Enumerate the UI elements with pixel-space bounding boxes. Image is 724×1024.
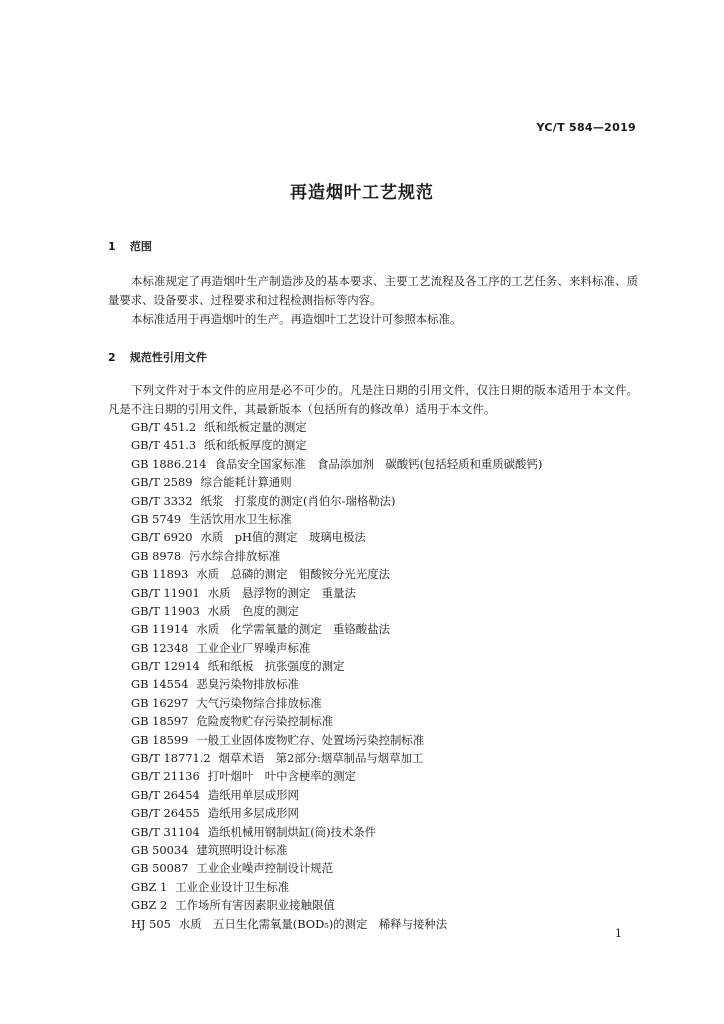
section-1-paragraph-2: 本标准适用于再造烟叶的生产。再造烟叶工艺设计可参照本标准。: [131, 312, 462, 326]
reference-item: [131, 694, 641, 712]
reference-item: [131, 767, 641, 785]
reference-item: [131, 915, 641, 933]
section-1-number: 1: [108, 240, 116, 253]
reference-code: GB/T 12914: [131, 659, 200, 674]
reference-code: GB 18599: [131, 732, 189, 747]
section-1-body: [108, 272, 638, 329]
reference-item: [131, 896, 641, 914]
reference-code: GB 50034: [131, 842, 189, 857]
reference-title: 水质 色度的测定: [207, 603, 299, 618]
reference-title: 水质 五日生化需氧量(BOD₅)的测定 稀释与接种法: [178, 916, 448, 931]
reference-code: GB/T 31104: [131, 824, 200, 839]
reference-title: 大气污染物综合排放标准: [196, 695, 322, 710]
reference-code: GB 5749: [131, 511, 182, 526]
reference-code: GB 11914: [131, 622, 189, 637]
reference-title: 食品安全国家标准 食品添加剂 碳酸钙(包括轻质和重质碳酸钙): [214, 456, 543, 471]
reference-title: 工作场所有害因素职业接触限值: [175, 898, 335, 913]
reference-item: [131, 436, 641, 454]
reference-item: [131, 841, 641, 859]
reference-code: GB/T 26455: [131, 806, 200, 821]
reference-list: [131, 418, 641, 933]
reference-item: [131, 510, 641, 528]
reference-item: [131, 455, 641, 473]
section-2-heading: [108, 349, 207, 365]
reference-code: GB 14554: [131, 677, 189, 692]
reference-title: 烟草术语 第2部分:烟草制品与烟草加工: [218, 751, 424, 766]
section-2-number: 2: [108, 351, 116, 364]
reference-title: 危险废物贮存污染控制标准: [196, 714, 334, 729]
section-2-title: 规范性引用文件: [129, 351, 207, 364]
reference-title: 纸和纸板 抗张强度的测定: [207, 659, 345, 674]
reference-title: 水质 悬浮物的测定 重量法: [207, 585, 356, 600]
reference-title: 恶臭污染物排放标准: [196, 677, 299, 692]
reference-item: [131, 731, 641, 749]
reference-title: 一般工业固体废物贮存、处置场污染控制标准: [196, 732, 425, 747]
reference-code: GB/T 11901: [131, 585, 200, 600]
reference-code: GB/T 18771.2: [131, 751, 211, 766]
reference-item: [131, 786, 641, 804]
reference-code: GB/T 2589: [131, 475, 193, 490]
reference-title: 造纸用单层成形网: [207, 787, 299, 802]
reference-code: HJ 505: [131, 916, 171, 931]
reference-title: 纸和纸板定量的测定: [204, 420, 307, 434]
reference-item: [131, 528, 641, 546]
reference-title: 水质 化学需氧量的测定 重铬酸盐法: [196, 622, 390, 637]
reference-item: [131, 602, 641, 620]
reference-code: GBZ 2: [131, 898, 168, 913]
reference-code: GB/T 11903: [131, 603, 200, 618]
reference-title: 综合能耗计算通则: [200, 475, 292, 490]
section-1-title: 范围: [129, 240, 152, 253]
reference-code: GB 12348: [131, 640, 189, 655]
reference-item: [131, 492, 641, 510]
reference-code: GB 16297: [131, 695, 189, 710]
reference-item: [131, 878, 641, 896]
reference-item: [131, 804, 641, 822]
reference-code: GB/T 26454: [131, 787, 200, 802]
reference-item: [131, 657, 641, 675]
reference-code: GB 1886.214: [131, 456, 207, 471]
page-number: 1: [615, 927, 622, 940]
reference-title: 工业企业噪声控制设计规范: [196, 861, 334, 876]
reference-code: GB/T 3332: [131, 493, 193, 508]
reference-item: [131, 823, 641, 841]
reference-code: GB 50087: [131, 861, 189, 876]
section-1-paragraph-1: 本标准规定了再造烟叶生产制造涉及的基本要求、主要工艺流程及各工序的工艺任务、来料标准、质量要求、设备要求、过程要求和过程检测指标等内容。: [108, 274, 638, 307]
document-title: 再造烟叶工艺规范: [290, 183, 434, 203]
reference-title: 生活饮用水卫生标准: [189, 511, 292, 526]
reference-title: 工业企业设计卫生标准: [175, 879, 290, 894]
reference-code: GBZ 1: [131, 879, 168, 894]
reference-item: [131, 584, 641, 602]
reference-item: [131, 749, 641, 767]
reference-code: GB/T 6920: [131, 530, 193, 545]
reference-code: GB/T 21136: [131, 769, 200, 784]
reference-item: [131, 565, 641, 583]
reference-title: 纸浆 打浆度的测定(肖伯尔-瑞格勒法): [200, 493, 396, 508]
reference-title: 污水综合排放标准: [189, 548, 281, 563]
reference-title: 造纸机械用钢制烘缸(筒)技术条件: [207, 824, 377, 839]
reference-code: GB 11893: [131, 567, 189, 582]
reference-item: [131, 639, 641, 657]
reference-title: 水质 pH值的测定 玻璃电极法: [200, 530, 366, 545]
section-1-heading: [108, 238, 152, 254]
reference-item: [131, 473, 641, 491]
reference-code: GB/T 451.2: [131, 420, 197, 434]
standard-code: YC/T 584—2019: [536, 121, 636, 134]
reference-item: [131, 418, 641, 436]
reference-code: GB/T 451.3: [131, 438, 197, 453]
reference-title: 造纸用多层成形网: [207, 806, 299, 821]
reference-title: 纸和纸板厚度的测定: [204, 438, 307, 453]
reference-title: 工业企业厂界噪声标准: [196, 640, 311, 655]
reference-item: [131, 620, 641, 638]
reference-item: [131, 675, 641, 693]
reference-code: GB 8978: [131, 548, 182, 563]
reference-item: [131, 547, 641, 565]
reference-title: 建筑照明设计标准: [196, 842, 288, 857]
reference-title: 水质 总磷的测定 钼酸铵分光光度法: [196, 567, 390, 582]
section-2-intro: [108, 381, 638, 419]
section-2-intro-text: 下列文件对于本文件的应用是必不可少的。凡是注日期的引用文件，仅注日期的版本适用于本文件。凡是不注日期的引用文件，其最新版本（包括所有的修改单）适用于本文件。: [108, 383, 638, 416]
reference-title: 打叶烟叶 叶中含梗率的测定: [207, 769, 356, 784]
reference-item: [131, 712, 641, 730]
reference-code: GB 18597: [131, 714, 189, 729]
reference-item: [131, 859, 641, 877]
